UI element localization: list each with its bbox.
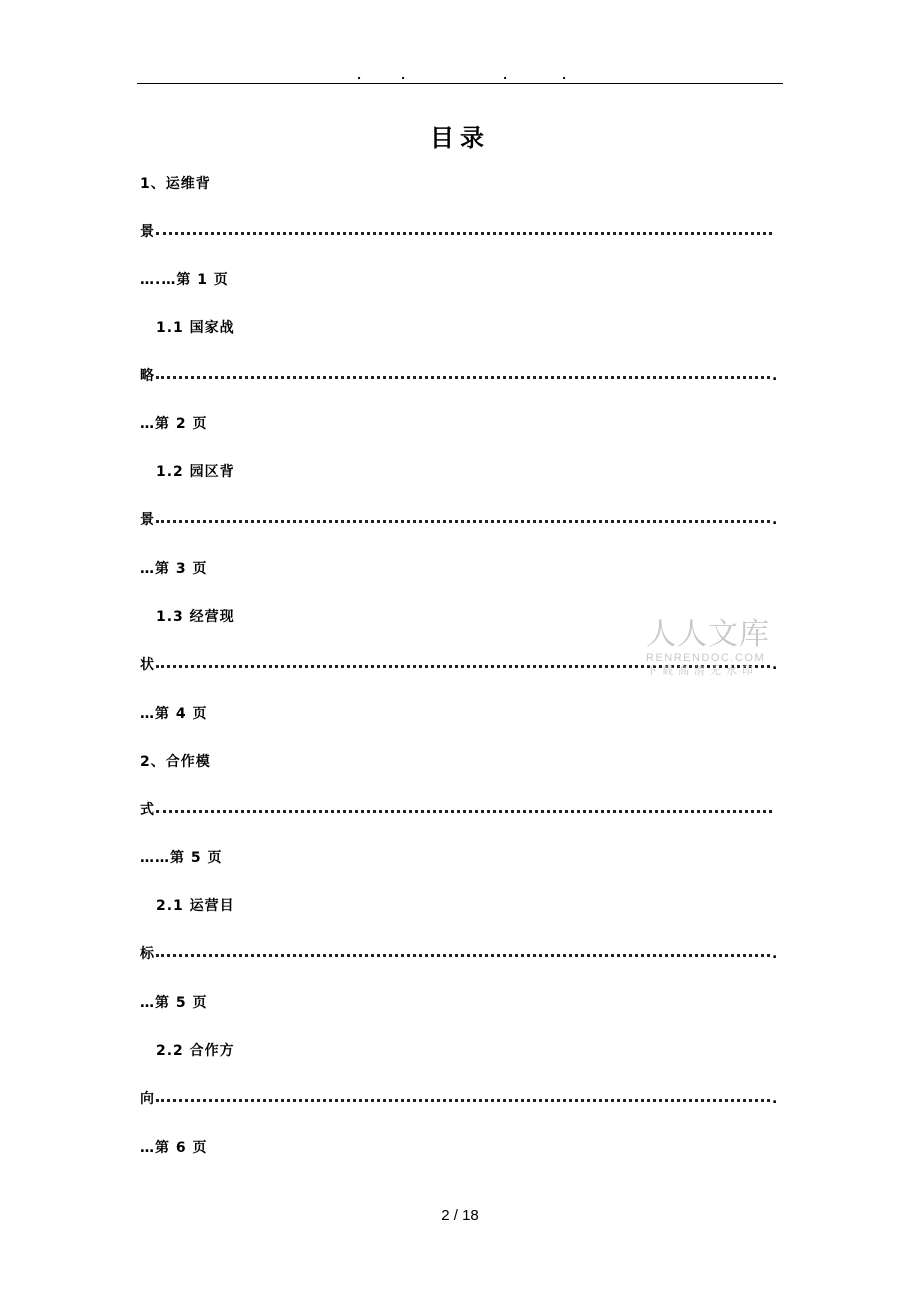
toc-heading-1-3[interactable]: 1.3 经营现 [156, 609, 235, 625]
leader-end: . [772, 946, 778, 962]
leader-dots [156, 511, 770, 529]
leader-end: . [772, 512, 778, 528]
toc-heading-2[interactable]: 2、合作模 [140, 754, 211, 770]
toc-leader-2 [140, 801, 780, 819]
leader-dots [156, 223, 772, 241]
toc-heading-1[interactable]: 1、运维背 [140, 176, 211, 192]
toc-page-ref-2-2[interactable]: …第 6 页 [140, 1140, 208, 1156]
toc-page-ref-2-1[interactable]: …第 5 页 [140, 995, 208, 1011]
toc-page-ref-1-1[interactable]: …第 2 页 [140, 416, 208, 432]
toc-leader-1-2 [140, 511, 780, 529]
toc-page-ref-1[interactable]: ….…第 1 页 [140, 272, 229, 288]
toc-heading-2-1[interactable]: 2.1 运营目 [156, 898, 235, 914]
header-mark: . [562, 69, 567, 82]
leader-char: 向 [140, 1091, 154, 1107]
leader-end: . [772, 1091, 778, 1107]
watermark-tagline: 下载高清无水印 [646, 664, 758, 677]
header-mark: . [401, 69, 406, 82]
toc-leader-1 [140, 223, 780, 241]
header-mark: . [357, 69, 362, 82]
page-counter: 2 / 18 [441, 1207, 479, 1224]
toc-leader-2-2 [140, 1090, 780, 1108]
leader-char: 景 [140, 512, 154, 528]
toc-leader-1-1 [140, 367, 780, 385]
watermark-logo [646, 618, 776, 678]
leader-char: 略 [140, 368, 154, 384]
toc-page-ref-2[interactable]: ……第 5 页 [140, 850, 223, 866]
watermark-brand: 人人文库 [646, 617, 770, 652]
toc-page-ref-1-3[interactable]: …第 4 页 [140, 706, 208, 722]
leader-char: 景 [140, 224, 154, 240]
toc-heading-1-1[interactable]: 1.1 国家战 [156, 320, 235, 336]
toc-heading-1-2[interactable]: 1.2 园区背 [156, 464, 235, 480]
leader-dots [156, 367, 770, 385]
header-rule [137, 83, 783, 84]
header-mark: . [503, 69, 508, 82]
leader-dots [156, 945, 770, 963]
leader-char: 式 [140, 802, 154, 818]
toc-leader-2-1 [140, 945, 780, 963]
leader-dots [156, 1090, 770, 1108]
leader-end: . [772, 657, 778, 673]
leader-char: 标 [140, 946, 154, 962]
header-marks [137, 70, 783, 84]
leader-end: . [772, 368, 778, 384]
leader-char: 状 [140, 657, 154, 673]
toc-heading-2-2[interactable]: 2.2 合作方 [156, 1043, 235, 1059]
watermark-url: RENRENDOC.COM [646, 652, 766, 664]
leader-dots [156, 801, 772, 819]
page-title: 目录 [430, 124, 490, 152]
toc-page-ref-1-2[interactable]: …第 3 页 [140, 561, 208, 577]
